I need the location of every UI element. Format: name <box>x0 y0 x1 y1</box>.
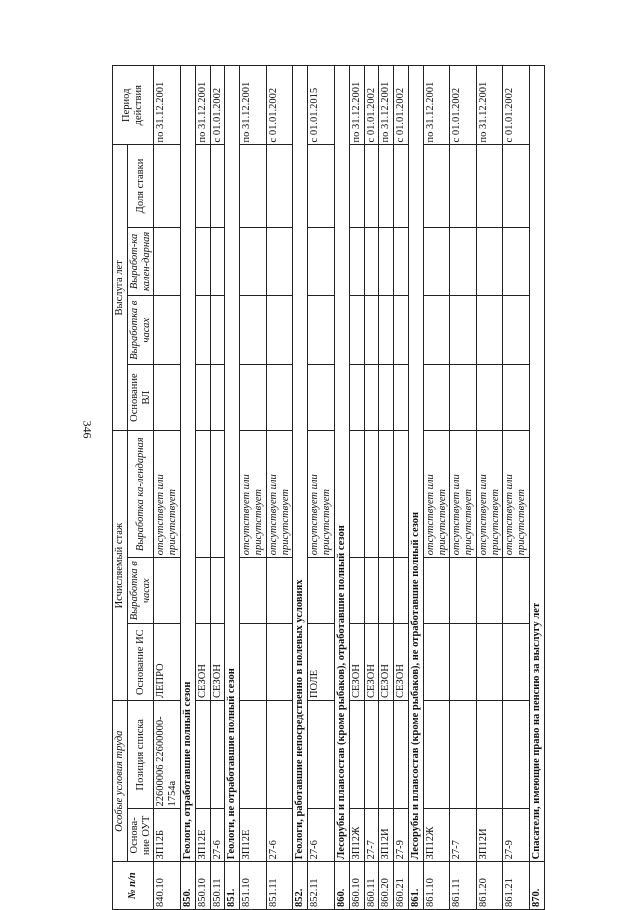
cell-basis-vl <box>210 365 225 431</box>
cell-rate <box>503 145 530 227</box>
section-row <box>408 66 423 910</box>
cell-out-cal <box>210 431 225 558</box>
cell-basis-is <box>423 624 450 701</box>
cell-rate <box>195 145 210 227</box>
cell-period: по 31.12.2001 <box>349 66 364 145</box>
table-body <box>154 66 545 910</box>
cell-out-cal <box>349 431 364 558</box>
cell-period: с 01.01.2002 <box>450 66 477 145</box>
cell-vl-cal <box>266 227 293 296</box>
cell-basis-is <box>503 624 530 701</box>
cell-out-cal: отсутствует или присутствует <box>503 431 530 558</box>
cell-out-hours <box>308 558 335 624</box>
cell-basis-vl <box>379 365 394 431</box>
cell-basis-vl <box>394 365 409 431</box>
cell-rate <box>154 145 181 227</box>
cell-row-number: 850.10 <box>195 862 210 910</box>
table-row <box>364 66 379 910</box>
cell-vl-hours <box>308 296 335 365</box>
cell-basis-out: 27-6 <box>308 809 335 862</box>
cell-basis-is <box>476 624 503 701</box>
cell-position: 22600006 22600000-1754а <box>154 701 181 809</box>
cell-out-cal: отсутствует или присутствует <box>240 431 267 558</box>
header-basis-out: Основа-ние ОУТ <box>127 809 154 862</box>
cell-period: с 01.01.2002 <box>266 66 293 145</box>
header-special: Особые условия труда <box>113 701 128 862</box>
cell-period: по 31.12.2001 <box>154 66 181 145</box>
table-row <box>423 66 450 910</box>
cell-basis-vl <box>364 365 379 431</box>
cell-basis-is: ПОЛЕ <box>308 624 335 701</box>
cell-rate <box>394 145 409 227</box>
cell-row-number: 861.10 <box>423 862 450 910</box>
cell-basis-vl <box>450 365 477 431</box>
cell-period: по 31.12.2001 <box>195 66 210 145</box>
cell-basis-out: 27-6 <box>266 809 293 862</box>
cell-vl-hours <box>240 296 267 365</box>
cell-vl-cal <box>394 227 409 296</box>
header-position: Позиция списка <box>127 701 154 809</box>
cell-basis-vl <box>503 365 530 431</box>
cell-basis-vl <box>349 365 364 431</box>
cell-rate <box>450 145 477 227</box>
document-table <box>112 65 545 910</box>
cell-basis-out: 27-7 <box>364 809 379 862</box>
cell-vl-hours <box>364 296 379 365</box>
cell-basis-is <box>240 624 267 701</box>
section-row <box>334 66 349 910</box>
cell-vl-cal <box>476 227 503 296</box>
section-title: Геологи, работавшие непосредственно в полевых условиях <box>293 66 308 862</box>
cell-basis-out: ЗП12Е <box>240 809 267 862</box>
table-row <box>195 66 210 910</box>
cell-out-cal <box>394 431 409 558</box>
cell-vl-hours <box>423 296 450 365</box>
header-vl-hours: Выработка в часах <box>127 296 154 365</box>
cell-out-hours <box>195 558 210 624</box>
cell-vl-hours <box>379 296 394 365</box>
cell-basis-vl <box>423 365 450 431</box>
cell-basis-out: ЗП12Ж <box>349 809 364 862</box>
cell-vl-hours <box>154 296 181 365</box>
cell-rate <box>210 145 225 227</box>
cell-basis-out: ЗП12Ж <box>423 809 450 862</box>
cell-basis-out: ЗП12Б <box>154 809 181 862</box>
cell-out-cal: отсутствует или присутствует <box>423 431 450 558</box>
cell-basis-vl <box>195 365 210 431</box>
cell-vl-cal <box>379 227 394 296</box>
cell-vl-cal <box>240 227 267 296</box>
cell-row-number: 861.21 <box>503 862 530 910</box>
cell-position <box>240 701 267 809</box>
table-row <box>394 66 409 910</box>
cell-basis-out: 27-9 <box>394 809 409 862</box>
cell-position <box>195 701 210 809</box>
cell-out-hours <box>240 558 267 624</box>
table-row <box>154 66 181 910</box>
cell-position <box>210 701 225 809</box>
cell-row-number: 851.10 <box>240 862 267 910</box>
section-number: 861. <box>408 862 423 910</box>
cell-out-cal: отсутствует или присутствует <box>154 431 181 558</box>
cell-out-hours <box>476 558 503 624</box>
cell-basis-vl <box>240 365 267 431</box>
cell-position <box>450 701 477 809</box>
table-row <box>349 66 364 910</box>
cell-row-number: 850.11 <box>210 862 225 910</box>
cell-vl-cal <box>349 227 364 296</box>
cell-basis-out: ЗП12И <box>379 809 394 862</box>
cell-out-cal: отсутствует или присутствует <box>476 431 503 558</box>
cell-basis-vl <box>308 365 335 431</box>
cell-out-hours <box>423 558 450 624</box>
cell-position <box>379 701 394 809</box>
table-row <box>210 66 225 910</box>
table-row <box>450 66 477 910</box>
cell-basis-vl <box>266 365 293 431</box>
section-number: 851. <box>225 862 240 910</box>
cell-rate <box>266 145 293 227</box>
cell-basis-is: СЕЗОН <box>210 624 225 701</box>
cell-vl-cal <box>364 227 379 296</box>
cell-row-number: 860.10 <box>349 862 364 910</box>
cell-vl-hours <box>476 296 503 365</box>
cell-basis-out: 27-7 <box>450 809 477 862</box>
cell-row-number: 851.11 <box>266 862 293 910</box>
cell-out-cal <box>364 431 379 558</box>
cell-period: с 01.01.2015 <box>308 66 335 145</box>
cell-out-cal <box>379 431 394 558</box>
table-row <box>503 66 530 910</box>
cell-out-hours <box>349 558 364 624</box>
section-row <box>180 66 195 910</box>
header-vysluga: Выслуга лет <box>113 145 128 431</box>
cell-position <box>266 701 293 809</box>
cell-basis-is <box>266 624 293 701</box>
cell-out-hours <box>379 558 394 624</box>
cell-out-cal <box>195 431 210 558</box>
cell-basis-is: ЛЕПРО <box>154 624 181 701</box>
page-number: 346 <box>80 420 95 439</box>
cell-basis-is: СЕЗОН <box>364 624 379 701</box>
header-calc: Исчисляемый стаж <box>113 431 128 701</box>
cell-row-number: 840.10 <box>154 862 181 910</box>
cell-vl-cal <box>154 227 181 296</box>
cell-basis-out: ЗП12Е <box>195 809 210 862</box>
cell-vl-cal <box>503 227 530 296</box>
cell-row-number: 852.11 <box>308 862 335 910</box>
cell-period: с 01.01.2002 <box>503 66 530 145</box>
header-no: № п/п <box>113 862 154 910</box>
section-number: 870. <box>529 862 544 910</box>
cell-period: по 31.12.2001 <box>379 66 394 145</box>
cell-rate <box>476 145 503 227</box>
cell-out-hours <box>154 558 181 624</box>
cell-period: по 31.12.2001 <box>240 66 267 145</box>
cell-position <box>394 701 409 809</box>
cell-out-hours <box>503 558 530 624</box>
cell-row-number: 860.21 <box>394 862 409 910</box>
cell-period: с 01.01.2002 <box>364 66 379 145</box>
cell-basis-vl <box>154 365 181 431</box>
cell-out-cal: отсутствует или присутствует <box>266 431 293 558</box>
cell-period: по 31.12.2001 <box>423 66 450 145</box>
table-row <box>476 66 503 910</box>
cell-vl-hours <box>266 296 293 365</box>
section-number: 850. <box>180 862 195 910</box>
cell-vl-hours <box>394 296 409 365</box>
cell-out-hours <box>364 558 379 624</box>
cell-rate <box>349 145 364 227</box>
cell-vl-cal <box>450 227 477 296</box>
cell-vl-cal <box>423 227 450 296</box>
cell-vl-cal <box>210 227 225 296</box>
cell-rate <box>240 145 267 227</box>
section-title: Спасатели, имеющие право на пенсию за выслугу лет <box>529 66 544 862</box>
cell-period: с 01.01.2002 <box>210 66 225 145</box>
header-out-hours: Выработка в часах <box>127 558 154 624</box>
section-title: Геологи, не отработавшие полный сезон <box>225 66 240 862</box>
table-row <box>379 66 394 910</box>
section-row <box>293 66 308 910</box>
cell-vl-hours <box>450 296 477 365</box>
header-period: Период действия <box>113 66 154 145</box>
cell-out-hours <box>450 558 477 624</box>
cell-basis-is: СЕЗОН <box>195 624 210 701</box>
section-title: Лесорубы и плавсостав (кроме рыбаков), не отработавшие полный сезон <box>408 66 423 862</box>
cell-basis-is <box>450 624 477 701</box>
cell-row-number: 861.11 <box>450 862 477 910</box>
cell-position <box>349 701 364 809</box>
cell-vl-cal <box>308 227 335 296</box>
cell-rate <box>364 145 379 227</box>
section-row <box>225 66 240 910</box>
cell-rate <box>308 145 335 227</box>
header-rate: Доля ставки <box>127 145 154 227</box>
cell-vl-hours <box>195 296 210 365</box>
cell-out-hours <box>210 558 225 624</box>
cell-vl-hours <box>349 296 364 365</box>
cell-period: по 31.12.2001 <box>476 66 503 145</box>
section-number: 860. <box>334 862 349 910</box>
cell-basis-out: ЗП12И <box>476 809 503 862</box>
cell-row-number: 861.20 <box>476 862 503 910</box>
cell-rate <box>423 145 450 227</box>
section-title: Лесорубы и плавсостав (кроме рыбаков), отработавшие полный сезон <box>334 66 349 862</box>
cell-vl-cal <box>195 227 210 296</box>
table-row <box>240 66 267 910</box>
cell-position <box>308 701 335 809</box>
cell-basis-is: СЕЗОН <box>379 624 394 701</box>
cell-period: с 01.01.2002 <box>394 66 409 145</box>
cell-out-cal: отсутствует или присутствует <box>308 431 335 558</box>
section-number: 852. <box>293 862 308 910</box>
cell-basis-is: СЕЗОН <box>349 624 364 701</box>
cell-position <box>364 701 379 809</box>
cell-basis-out: 27-9 <box>503 809 530 862</box>
cell-basis-out: 27-6 <box>210 809 225 862</box>
cell-vl-hours <box>503 296 530 365</box>
cell-vl-hours <box>210 296 225 365</box>
header-out-cal: Выработка ка-лендарная <box>127 431 154 558</box>
cell-basis-vl <box>476 365 503 431</box>
table-row <box>308 66 335 910</box>
section-title: Геологи, отработавшие полный сезон <box>180 66 195 862</box>
header-vl-cal: Выработ-ка кален-дарная <box>127 227 154 296</box>
cell-basis-is: СЕЗОН <box>394 624 409 701</box>
cell-row-number: 860.11 <box>364 862 379 910</box>
rotated-table-wrapper <box>112 65 542 910</box>
cell-position <box>476 701 503 809</box>
cell-out-cal: отсутствует или присутствует <box>450 431 477 558</box>
cell-out-hours <box>266 558 293 624</box>
cell-position <box>423 701 450 809</box>
cell-rate <box>379 145 394 227</box>
header-basis-is: Основание ИС <box>127 624 154 701</box>
cell-row-number: 860.20 <box>379 862 394 910</box>
section-row <box>529 66 544 910</box>
header-basis-vl: Основание ВЛ <box>127 365 154 431</box>
cell-out-hours <box>394 558 409 624</box>
cell-position <box>503 701 530 809</box>
table-row <box>266 66 293 910</box>
